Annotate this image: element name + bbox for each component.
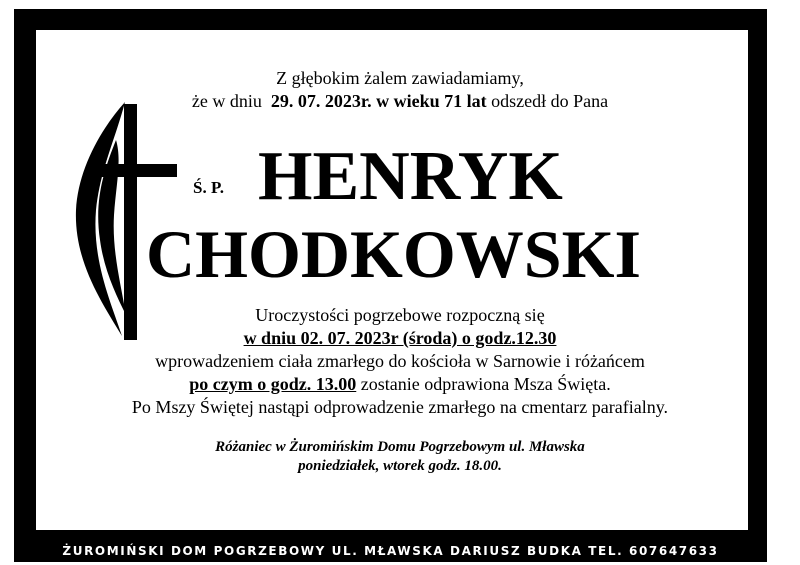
ceremony-date-text: w dniu 02. 07. 2023r (środa) o godz.12.30 [243, 328, 557, 348]
mass-time: po czym o godz. 13.00 [189, 374, 357, 394]
funeral-home-footer: ŻUROMIŃSKI DOM POGRZEBOWY UL. MŁAWSKA DARIUSZ BUDKA TEL. 607647633 [14, 540, 767, 562]
honorific: Ś. P. [193, 178, 225, 197]
intro-prefix: że w dniu [191, 91, 262, 111]
ceremony-date [0, 328, 800, 349]
last-name: CHODKOWSKI [146, 216, 641, 292]
first-name: HENRYK [258, 138, 563, 215]
intro-suffix: odszedł do Pana [491, 91, 609, 111]
ceremony-line-4 [0, 374, 800, 395]
date-of-death: 29. 07. 2023r. w wieku 71 lat [270, 91, 487, 111]
ceremony-line-3: wprowadzeniem ciała zmarłego do kościoła w Sarnowie i różańcem [155, 351, 645, 371]
ceremony-line-1: Uroczystości pogrzebowe rozpoczną się [255, 305, 545, 325]
ceremony-line-5: Po Mszy Świętej nastąpi odprowadzenie zmarłego na cmentarz parafialny. [131, 397, 669, 417]
mass-suffix: zostanie odprawiona Msza Święta. [360, 374, 611, 394]
rosary-line-2: poniedziałek, wtorek godz. 18.00. [298, 458, 502, 474]
rosary-line-1: Różaniec w Żuromińskim Domu Pogrzebowym ul. Mławska [215, 439, 585, 455]
intro-line-1: Z głębokim żalem zawiadamiamy, [276, 68, 524, 88]
